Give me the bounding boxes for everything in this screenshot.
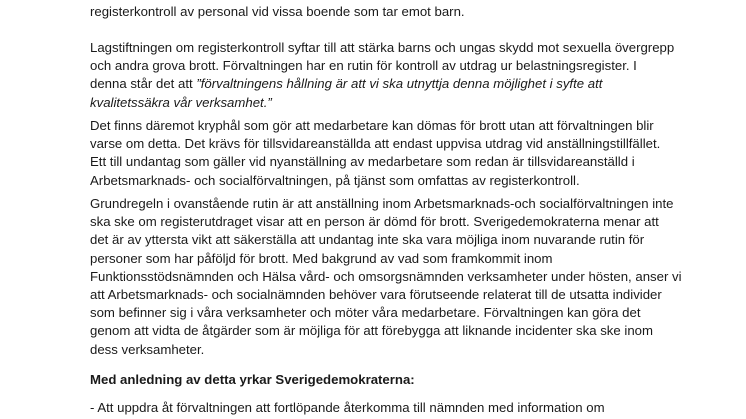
text-fragment: denna står det att <box>90 76 197 92</box>
text-line: att Arbetsmarknads- och socialnämnden behöver vara förutseende relaterat till de utsatta individer <box>90 287 662 303</box>
text-line: Arbetsmarknads- och socialförvaltningen, på tjänst som omfattas av registerkontroll. <box>90 172 580 188</box>
text-line <box>90 94 670 112</box>
text-line: Det finns däremot kryphål som gör att medarbetare kan dömas för brott utan att förvaltningen blir <box>90 118 654 133</box>
text-line: registerkontroll av personal vid vissa boende som tar emot barn. <box>90 4 465 19</box>
list-item: - Att uppdra åt förvaltningen att fortlöpande återkomma till nämnden med information om <box>90 400 605 415</box>
text-line: Med anledning av detta yrkar Sverigedemokraterna: <box>90 372 415 387</box>
text-line: Lagstiftningen om registerkontroll syftar till att stärka barns och ungas skydd mot sexuella övergrepp <box>90 40 675 55</box>
text-line <box>90 75 670 93</box>
paragraph-loopholes <box>90 117 670 190</box>
text-line: och andra grova brott. Förvaltningen har en rutin för kontroll av utdrag ur belastningsregister. I <box>90 58 637 74</box>
paragraph-intro-tail <box>90 3 670 21</box>
quote-text: kvalitetssäkra vår verksamhet.” <box>90 94 272 110</box>
paragraph-basic-rule <box>90 195 682 359</box>
text-line: som befinner sig i våra verksamheter och möter våra medarbetare. Förvaltningen kan göra det <box>90 305 641 321</box>
text-line: personer som har påföljd för brott. Med bakgrund av vad som framkommit inom <box>90 250 553 266</box>
text-line: ska ske om registerutdraget visar att en person är dömd för brott. Sverigedemokraterna menar att <box>90 214 659 230</box>
paragraph-motion-item <box>90 399 670 417</box>
text-line: varse om detta. Det krävs för tillsvidareanställda att endast uppvisa utdrag vid anställningstillfället. <box>90 136 661 152</box>
quote-text: ”förvaltningens hållning är att vi ska utnyttja denna möjlighet i syfte att <box>196 76 603 92</box>
text-line: Ett till undantag som gäller vid nyanställning av medarbetare som redan är tillsvidareanställd i <box>90 154 635 170</box>
paragraph-motion-heading <box>90 371 670 389</box>
paragraph-legislation <box>90 39 675 112</box>
text-line: Grundregeln i ovanstående rutin är att anställning inom Arbetsmarknads-och socialförvaltningen inte <box>90 196 674 211</box>
text-line: det är av yttersta vikt att säkerställa att undantag inte ska vara möjliga inom nuvarande rutin för <box>90 232 645 248</box>
text-line: dess verksamheter. <box>90 341 205 357</box>
text-line: genom att vidta de åtgärder som är möjliga för att förebygga att liknande incidenter ska ske inom <box>90 323 653 339</box>
text-line: Funktionsstödsnämnden och Hälsa vård- och omsorgsnämnden verksamheter under hösten, anser vi <box>90 268 682 284</box>
